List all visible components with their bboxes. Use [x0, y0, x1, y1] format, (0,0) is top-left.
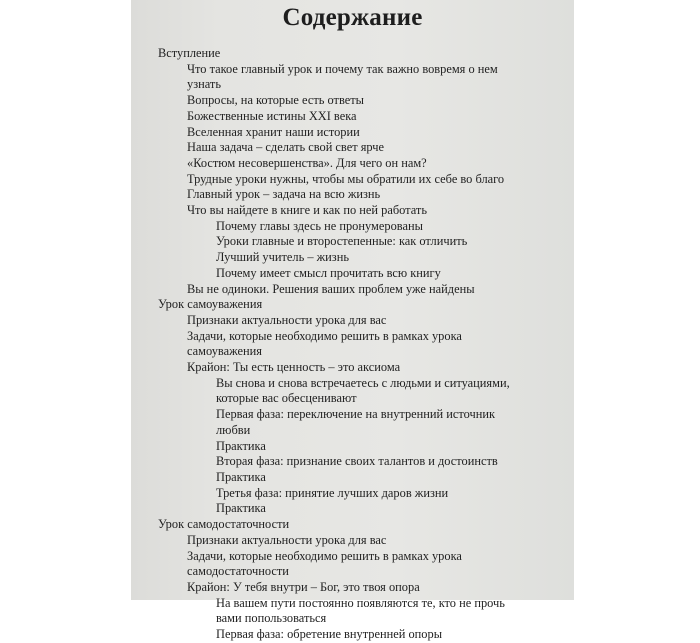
toc-entry-text: вами попользоваться: [216, 611, 327, 626]
toc-section: [131, 580, 574, 596]
toc-subsection: [131, 250, 574, 266]
toc-section: [131, 549, 574, 565]
toc-subsection: [131, 627, 574, 643]
toc-subsection: [131, 423, 574, 439]
toc-section: [131, 564, 574, 580]
toc-section: [131, 533, 574, 549]
book-page: [131, 0, 574, 642]
toc-subsection: [131, 391, 574, 407]
toc-chapter: [131, 46, 574, 62]
toc-subsection: [131, 266, 574, 282]
toc-entry-text: Третья фаза: принятие лучших даров жизни: [216, 485, 449, 500]
toc-entry-text: Первая фаза: обретение внутренней опоры: [216, 627, 443, 642]
toc-entry-text: Вселенная хранит наши истории: [187, 124, 360, 139]
page-title: Содержание: [282, 4, 423, 31]
toc-section: [131, 187, 574, 203]
toc-entry-text: Что вы найдете в книге и как по ней работать: [187, 203, 427, 218]
toc-entry-text: Крайон: У тебя внутри – Бог, это твоя опора: [187, 579, 420, 594]
toc-entry-text: Трудные уроки нужны, чтобы мы обратили их себе во благо: [187, 171, 505, 186]
toc-entry-text: Почему главы здесь не пронумерованы: [216, 218, 423, 233]
toc-subsection: [131, 596, 574, 612]
toc-entry-text: Признаки актуальности урока для вас: [187, 312, 387, 327]
toc-entry-text: «Костюм несовершенства». Для чего он нам?: [187, 155, 427, 170]
toc-entry-text: Что такое главный урок и почему так важно вовремя о нем: [187, 61, 498, 76]
toc-section: [131, 109, 574, 125]
table-of-contents: [131, 46, 574, 643]
toc-entry-text: Лучший учитель – жизнь: [216, 250, 349, 265]
toc-chapter: [131, 517, 574, 533]
toc-subsection: [131, 376, 574, 392]
toc-section: [131, 140, 574, 156]
toc-entry-text: Главный урок – задача на всю жизнь: [187, 187, 381, 202]
toc-subsection: [131, 454, 574, 470]
toc-entry-text: Вы не одиноки. Решения ваших проблем уже найдены: [187, 281, 475, 296]
toc-entry-text: Практика: [216, 438, 266, 453]
toc-section: [131, 156, 574, 172]
toc-section: [131, 203, 574, 219]
toc-subsection: [131, 407, 574, 423]
toc-section: [131, 125, 574, 141]
toc-entry-text: Практика: [216, 501, 266, 516]
toc-chapter: [131, 297, 574, 313]
toc-entry-text: Вступление: [158, 46, 221, 60]
toc-entry-text: Вопросы, на которые есть ответы: [187, 93, 364, 108]
toc-subsection: [131, 470, 574, 486]
toc-entry-text: узнать: [187, 77, 221, 92]
toc-entry-text: Урок самоуважения: [158, 297, 263, 312]
toc-entry-text: любви: [216, 422, 251, 437]
toc-entry-text: Вы снова и снова встречаетесь с людьми и ситуациями,: [216, 375, 510, 390]
toc-subsection: [131, 486, 574, 502]
toc-entry-text: Практика: [216, 469, 266, 484]
toc-entry-text: Крайон: Ты есть ценность – это аксиома: [187, 360, 401, 375]
toc-section: [131, 329, 574, 345]
toc-entry-text: Признаки актуальности урока для вас: [187, 532, 387, 547]
toc-subsection: [131, 219, 574, 235]
toc-section: [131, 62, 574, 78]
toc-entry-text: которые вас обесценивают: [216, 391, 357, 406]
toc-entry-text: Божественные истины XXI века: [187, 108, 357, 123]
toc-entry-text: Задачи, которые необходимо решить в рамках урока: [187, 328, 462, 343]
toc-entry-text: Уроки главные и второстепенные: как отличить: [216, 234, 468, 249]
toc-section: [131, 77, 574, 93]
toc-section: [131, 93, 574, 109]
toc-section: [131, 360, 574, 376]
toc-subsection: [131, 234, 574, 250]
toc-section: [131, 172, 574, 188]
toc-subsection: [131, 611, 574, 627]
toc-entry-text: На вашем пути постоянно появляются те, кто не прочь: [216, 595, 505, 610]
toc-entry-text: самоуважения: [187, 344, 262, 359]
toc-entry-text: Вторая фаза: признание своих талантов и достоинств: [216, 454, 498, 469]
toc-entry-text: Урок самодостаточности: [158, 517, 290, 532]
toc-entry-text: самодостаточности: [187, 564, 289, 579]
toc-entry-text: Почему имеет смысл прочитать всю книгу: [216, 265, 441, 280]
toc-entry-text: Первая фаза: переключение на внутренний источник: [216, 407, 496, 422]
toc-subsection: [131, 501, 574, 517]
toc-section: [131, 344, 574, 360]
toc-section: [131, 282, 574, 298]
toc-entry-text: Наша задача – сделать свой свет ярче: [187, 140, 385, 155]
toc-entry-text: Задачи, которые необходимо решить в рамках урока: [187, 548, 462, 563]
toc-section: [131, 313, 574, 329]
toc-subsection: [131, 439, 574, 455]
